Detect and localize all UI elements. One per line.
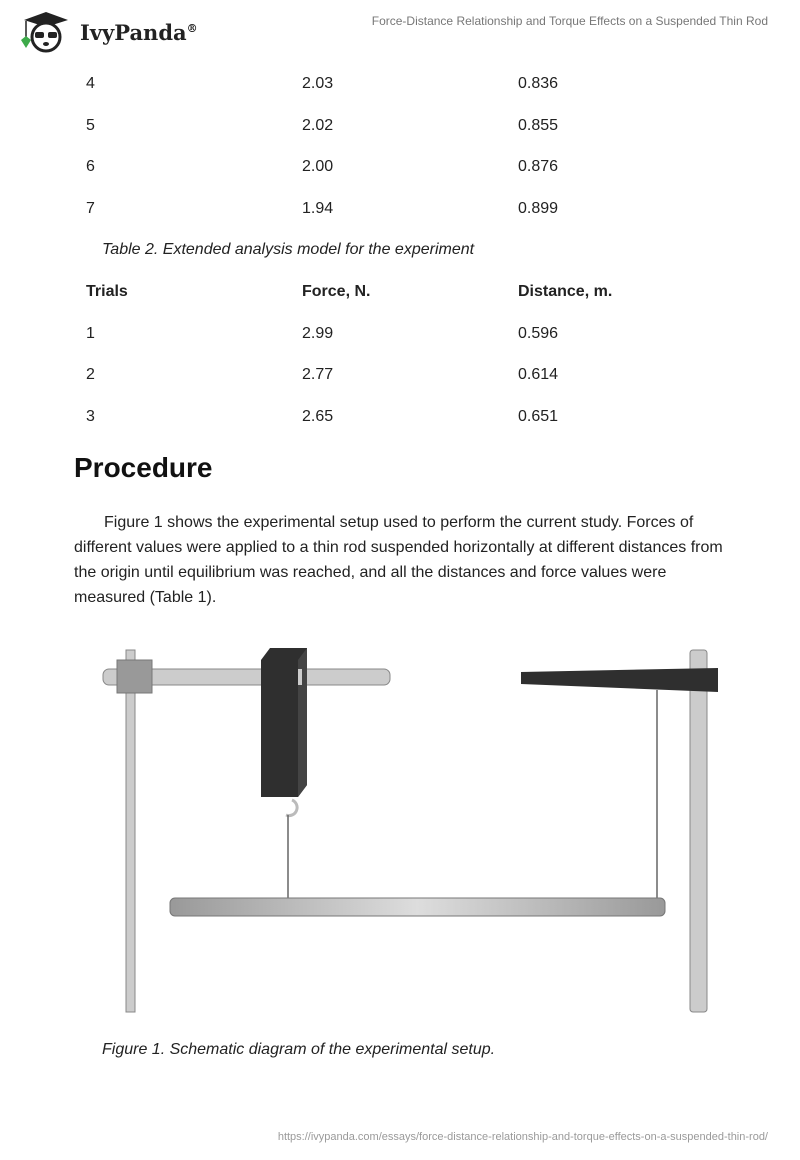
column-header: Distance, m.	[518, 283, 613, 300]
cell: 2.99	[302, 325, 334, 342]
cell: 0.876	[518, 158, 559, 175]
section-heading: Procedure	[74, 452, 213, 483]
brand-text: IvyPanda	[80, 19, 187, 45]
figure-caption: Figure 1. Schematic diagram of the experimental setup.	[102, 1041, 496, 1058]
right-stand	[521, 650, 718, 1012]
cell: 1	[86, 325, 95, 342]
cell: 2.00	[302, 158, 334, 175]
cell: 0.651	[518, 408, 559, 425]
cell: 2.65	[302, 408, 334, 425]
cell: 7	[86, 200, 95, 217]
registered-mark: ®	[186, 21, 198, 35]
spring-scale	[261, 648, 307, 912]
procedure-paragraph: Figure 1 shows the experimental setup used to perform the current study. Forces of different values were applied to a thin rod suspended horizontally at different distances from the origin until equilibrium was reached, and all the distances and force values were measured (Table 1).	[74, 514, 723, 606]
cell: 0.614	[518, 366, 559, 383]
source-url-link[interactable]: https://ivypanda.com/essays/force-distance-relationship-and-torque-effects-on-a-suspended-thin-rod/	[277, 1131, 768, 1143]
cell: 5	[86, 117, 95, 134]
cell: 0.836	[518, 75, 559, 92]
cell: 0.899	[518, 200, 559, 217]
thin-rod	[170, 898, 665, 916]
cell: 6	[86, 158, 95, 175]
cell: 2	[86, 366, 95, 383]
cell: 4	[86, 75, 95, 92]
cell: 2.02	[302, 117, 334, 134]
document-title: Force-Distance Relationship and Torque Effects on a Suspended Thin Rod	[371, 14, 768, 28]
cell: 3	[86, 408, 95, 425]
cell: 0.855	[518, 117, 559, 134]
column-header: Force, N.	[302, 283, 371, 300]
cell: 0.596	[518, 325, 559, 342]
column-header: Trials	[86, 283, 128, 300]
table-caption: Table 2. Extended analysis model for the experiment	[102, 241, 475, 258]
cell: 2.77	[302, 366, 334, 383]
left-stand	[103, 650, 390, 1012]
cell: 2.03	[302, 75, 334, 92]
cell: 1.94	[302, 200, 334, 217]
